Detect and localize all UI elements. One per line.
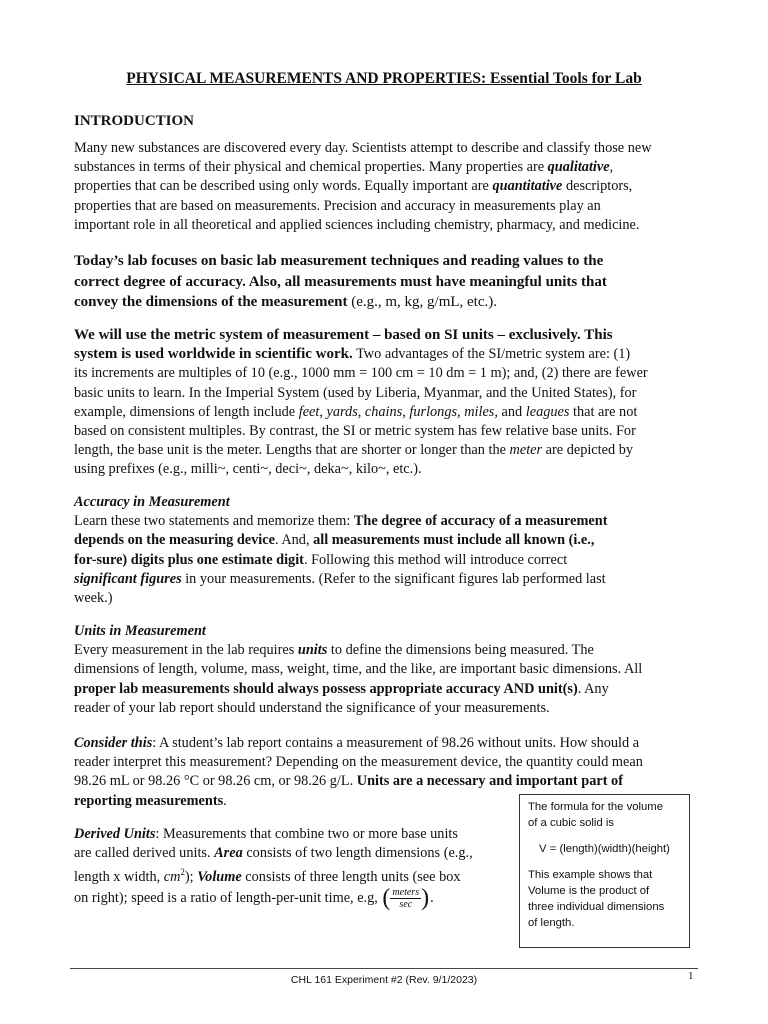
intro-line: substances in terms of their physical and chemical properties. Many properties are qualitative, [74,159,614,176]
consider-line: reader interpret this measurement? Depending on the measurement device, the quantity could mean [74,754,643,771]
consider-line: reporting measurements. [74,792,227,809]
box-line: three individual dimensions [528,901,665,913]
metric-line: system is used worldwide in scientific work. Two advantages of the SI/metric system are: (1) [74,346,631,363]
intro-line: properties that can be described using only words. Equally important are quantitative descriptors, [74,178,633,195]
intro-line: properties that are based on measurements. Precision and accuracy in measurements play an [74,197,601,214]
footer-text: CHL 161 Experiment #2 (Rev. 9/1/2023) [290,974,478,986]
accuracy-line: Learn these two statements and memorize them: The degree of accuracy of a measurement [74,513,608,530]
box-line: This example shows that [528,869,653,881]
focus-line: correct degree of accuracy. Also, all measurements must have meaningful units that [74,273,607,290]
speed-fraction: ( $\frac{\text{meters}}{\sec}$ ) [382,885,430,912]
intro-line: Many new substances are discovered every day. Scientists attempt to describe and classify those new [74,140,652,156]
metric-line: We will use the metric system of measurement – based on SI units – exclusively. This [74,327,613,343]
volume-formula: V = (length)(width)(height) [539,843,670,855]
derived-line: Derived Units: Measurements that combine two or more base units [74,826,458,842]
metric-line: length, the base unit is the meter. Lengths that are shorter or longer than the meter are depicted by [74,442,633,459]
units-line: reader of your lab report should understand the significance of your measurements. [74,699,550,716]
box-line: The formula for the volume [528,801,663,813]
units-heading: Units in Measurement [74,623,206,639]
focus-line: convey the dimensions of the measurement (e.g., m, kg, g/mL, etc.). [74,294,497,310]
derived-line: are called derived units. Area consists of two length dimensions (e.g., [74,845,473,862]
metric-line: example, dimensions of length include feet, yards, chains, furlongs, miles, and leagues that are not [74,403,638,420]
units-line: proper lab measurements should always possess appropriate accuracy AND unit(s). Any [74,680,609,697]
accuracy-section [74,493,694,608]
units-line: Every measurement in the lab requires units to define the dimensions being measured. The [74,642,594,659]
focus-line: Today’s lab focuses on basic lab measurement techniques and reading values to the [74,253,604,269]
units-line: dimensions of length, volume, mass, weight, time, and the like, are important basic dimensions. All [74,661,643,678]
metric-paragraph [74,326,694,480]
box-line: of a cubic solid is [528,817,615,829]
intro-paragraph [74,139,694,235]
accuracy-heading: Accuracy in Measurement [74,494,230,510]
consider-line: Consider this: A student’s lab report contains a measurement of 98.26 without units. How should a [74,735,640,751]
metric-line: using prefixes (e.g., milli~, centi~, deci~, deka~, kilo~, etc.). [74,461,422,478]
page-number: 1 [688,970,694,982]
box-line: Volume is the product of [528,885,650,897]
metric-line: its increments are multiples of 10 (e.g., 1000 mm = 100 cm = 10 dm = 1 m); and, (2) there are fewer [74,365,648,382]
focus-paragraph [74,251,694,313]
metric-line: basic units to learn. In the Imperial System (used by Liberia, Myanmar, and the United States), for [74,384,637,401]
intro-heading: INTRODUCTION [74,113,195,129]
metric-line: based on consistent multiples. By contrast, the SI or metric system has few relative base units. For [74,423,636,440]
derived-line: on right); speed is a ratio of length-per-unit time, e.g, ( $\frac{\text{meters}}{\sec}$ ). [74,885,434,912]
intro-line: important role in all theoretical and applied sciences including chemistry, pharmacy, and medicine. [74,216,640,233]
derived-line: length x width, $cm^2$); Volume consists of three length units (see box [74,867,461,886]
document-title: PHYSICAL MEASUREMENTS AND PROPERTIES: Essential Tools for Lab [126,70,642,87]
derived-section [74,825,514,910]
volume-formula-box [519,794,690,948]
footer-divider [70,968,698,969]
accuracy-line: for-sure) digits plus one estimate digit. Following this method will introduce correct [74,551,568,568]
units-section [74,622,694,718]
accuracy-line: depends on the measuring device. And, all measurements must include all known (i.e., [74,532,595,549]
accuracy-line: significant figures in your measurements. (Refer to the significant figures lab performed last [74,570,606,587]
consider-line: 98.26 mL or 98.26 °C or 98.26 cm, or 98.26 g/L. Units are a necessary and important part of [74,773,623,790]
box-line: of length. [528,917,575,929]
accuracy-line: week.) [74,590,113,607]
